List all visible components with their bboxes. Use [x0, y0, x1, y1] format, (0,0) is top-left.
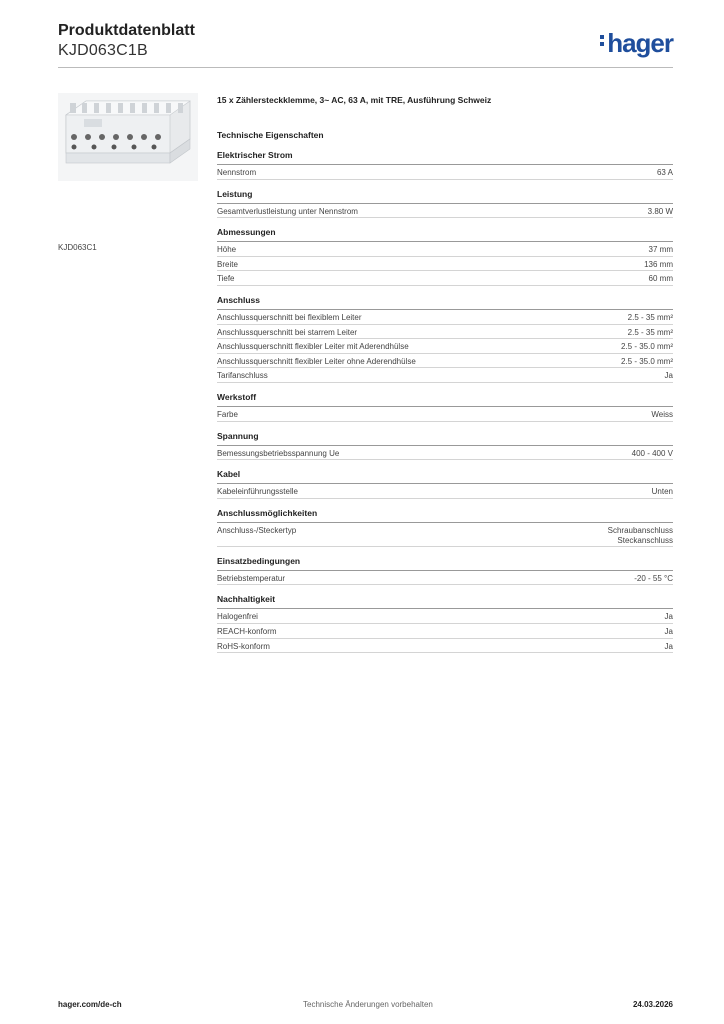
spec-row	[217, 407, 673, 422]
spec-row	[217, 639, 673, 654]
footer-date: 24.03.2026	[632, 1000, 673, 1009]
spec-section-dimensions	[217, 227, 673, 286]
spec-row	[217, 624, 673, 639]
spec-label: Anschluss-/Steckertyp	[217, 525, 297, 535]
spec-label: Tiefe	[217, 274, 235, 284]
footer-disclaimer: Technische Änderungen vorbehalten	[303, 1000, 433, 1009]
footer-website-link[interactable]: hager.com/de-ch	[58, 1000, 122, 1009]
spec-value: 3.80 W	[647, 206, 673, 216]
spec-value: Unten	[651, 487, 673, 497]
spec-section-sustainability	[217, 594, 673, 653]
spec-row	[217, 609, 673, 624]
spec-row	[217, 368, 673, 383]
document-title: Produktdatenblatt	[58, 22, 195, 39]
spec-value: 2.5 - 35.0 mm²	[620, 342, 673, 352]
spec-section-voltage	[217, 431, 673, 461]
section-title: Werkstoff	[217, 392, 673, 407]
spec-row	[217, 446, 673, 461]
section-title: Abmessungen	[217, 227, 673, 242]
spec-label: Anschlussquerschnitt flexibler Leiter ohne Aderendhülse	[217, 356, 416, 366]
section-title: Nachhaltigkeit	[217, 594, 673, 609]
spec-row	[217, 339, 673, 354]
product-description: 15 x Zählersteckklemme, 3~ AC, 63 A, mit TRE, Ausführung Schweiz	[217, 95, 492, 105]
spec-section-power	[217, 189, 673, 219]
spec-value: 2.5 - 35.0 mm²	[620, 356, 673, 366]
spec-label: Nennstrom	[217, 168, 257, 177]
spec-row	[217, 310, 673, 325]
section-title: Einsatzbedingungen	[217, 556, 673, 571]
section-title: Elektrischer Strom	[217, 150, 673, 165]
section-title: Kabel	[217, 469, 673, 484]
spec-value: Schraubanschluss	[607, 525, 673, 535]
spec-value: 60 mm	[648, 274, 673, 284]
spec-row	[217, 271, 673, 286]
spec-value: 400 - 400 V	[631, 448, 673, 458]
spec-value: Steckanschluss	[617, 535, 673, 545]
spec-label: REACH-konform	[217, 626, 277, 636]
logo-dots-icon	[600, 32, 605, 49]
spec-value: Ja	[664, 641, 673, 651]
spec-row	[217, 571, 673, 586]
spec-label: Farbe	[217, 409, 238, 419]
spec-label: Kabeleinführungsstelle	[217, 487, 298, 497]
section-title: Anschluss	[217, 295, 673, 310]
spec-value: 37 mm	[648, 245, 673, 255]
spec-section-connection-options	[217, 508, 673, 547]
spec-value: 63 A	[656, 168, 673, 177]
spec-label: Halogenfrei	[217, 612, 258, 622]
technical-properties-heading: Technische Eigenschaften	[217, 130, 324, 140]
spec-row	[217, 523, 673, 547]
spec-value: Ja	[664, 612, 673, 622]
spec-value: -20 - 55 °C	[634, 573, 673, 583]
spec-label: Anschlussquerschnitt bei flexiblem Leiter	[217, 312, 362, 322]
header-divider	[58, 67, 673, 68]
spec-label: Betriebstemperatur	[217, 573, 286, 583]
spec-label: Höhe	[217, 245, 237, 255]
spec-row	[217, 165, 673, 180]
product-sku: KJD063C1B	[58, 42, 148, 59]
spec-section-cable	[217, 469, 673, 499]
spec-label: Anschlussquerschnitt flexibler Leiter mit Aderendhülse	[217, 342, 409, 352]
spec-section-electrical-current	[217, 150, 673, 180]
spec-row	[217, 484, 673, 499]
logo-text: hager	[607, 28, 673, 58]
hager-logo[interactable]	[600, 28, 673, 59]
product-image-caption: KJD063C1	[58, 243, 97, 252]
spec-label: Gesamtverlustleistung unter Nennstrom	[217, 206, 358, 216]
section-title: Spannung	[217, 431, 673, 446]
spec-section-connection	[217, 295, 673, 383]
spec-value: Weiss	[651, 409, 673, 419]
spec-row	[217, 257, 673, 272]
section-title: Anschlussmöglichkeiten	[217, 508, 673, 523]
spec-label: Tarifanschluss	[217, 371, 268, 381]
spec-row	[217, 204, 673, 219]
spec-value: 136 mm	[644, 259, 673, 269]
spec-label: RoHS-konform	[217, 641, 270, 651]
spec-value-multi	[608, 526, 673, 546]
spec-value: Ja	[664, 626, 673, 636]
spec-label: Anschlussquerschnitt bei starrem Leiter	[217, 327, 358, 337]
section-title: Leistung	[217, 189, 673, 204]
spec-value: 2.5 - 35 mm²	[627, 327, 673, 337]
page-header	[58, 22, 673, 68]
spec-value: 2.5 - 35 mm²	[627, 312, 673, 322]
spec-row	[217, 354, 673, 369]
spec-row	[217, 325, 673, 340]
spec-label: Breite	[217, 259, 238, 269]
product-image	[58, 93, 198, 181]
spec-section-operating-conditions	[217, 556, 673, 586]
spec-label: Bemessungsbetriebsspannung Ue	[217, 448, 340, 458]
spec-value: Ja	[664, 371, 673, 381]
spec-row	[217, 242, 673, 257]
spec-content	[217, 95, 673, 662]
spec-section-material	[217, 392, 673, 422]
